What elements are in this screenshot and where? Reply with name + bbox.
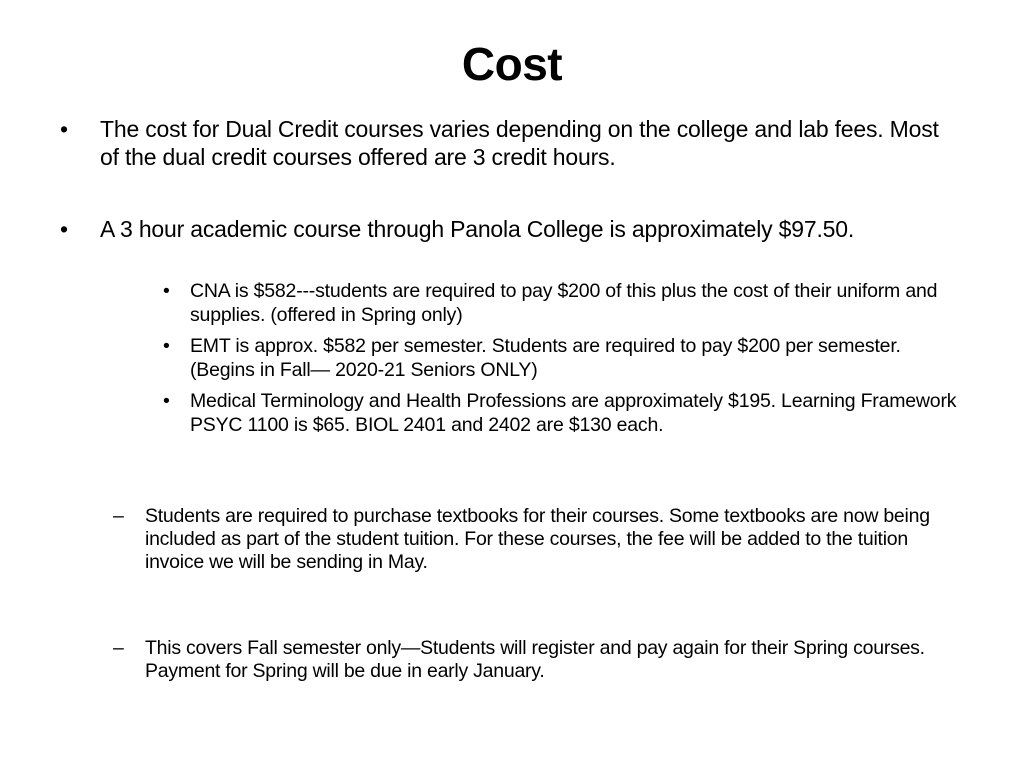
sub-bullet-emt: [163, 334, 963, 382]
dash-marker: –: [113, 505, 124, 527]
bullet-text: A 3 hour academic course through Panola College is approximately $97.50.: [100, 216, 855, 242]
bullet-text: The cost for Dual Credit courses varies depending on the college and lab fees. Most of the dual credit courses offered are 3 credit hours.: [100, 116, 939, 170]
slide-title: Cost: [461, 38, 563, 90]
dash-item-textbooks: [113, 505, 963, 574]
bullet-dual-credit-cost: [60, 115, 960, 171]
sub-bullet-cna: [163, 279, 963, 327]
dash-marker: –: [113, 637, 124, 659]
dash-item-fall-semester: [113, 637, 963, 683]
sub-bullet-marker: •: [163, 280, 170, 302]
sub-bullet-text: Medical Terminology and Health Professions are approximately $195. Learning Framework PSYC 1100 is $65. BIOL 2401 and 2402 are $130 each.: [190, 390, 957, 436]
dash-text: This covers Fall semester only—Students will register and pay again for their Spring courses. Payment for Spring will be due in early January.: [145, 637, 925, 682]
dash-text: Students are required to purchase textbooks for their courses. Some textbooks are now being included as part of the student tuition. For these courses, the fee will be added to the tuition invoice we will be sending in May.: [145, 505, 930, 573]
sub-bullet-text: EMT is approx. $582 per semester. Students are required to pay $200 per semester. (Begins in Fall— 2020-21 Seniors ONLY): [190, 335, 901, 381]
bullet-marker: •: [60, 216, 68, 242]
sub-bullet-marker: •: [163, 335, 170, 357]
sub-bullet-medical-terminology: [163, 389, 963, 437]
sub-bullet-text: CNA is $582---students are required to pay $200 of this plus the cost of their uniform and supplies. (offered in Spring only): [190, 280, 938, 326]
sub-bullet-marker: •: [163, 390, 170, 412]
bullet-marker: •: [60, 116, 68, 142]
bullet-panola-course-cost: [60, 215, 960, 243]
